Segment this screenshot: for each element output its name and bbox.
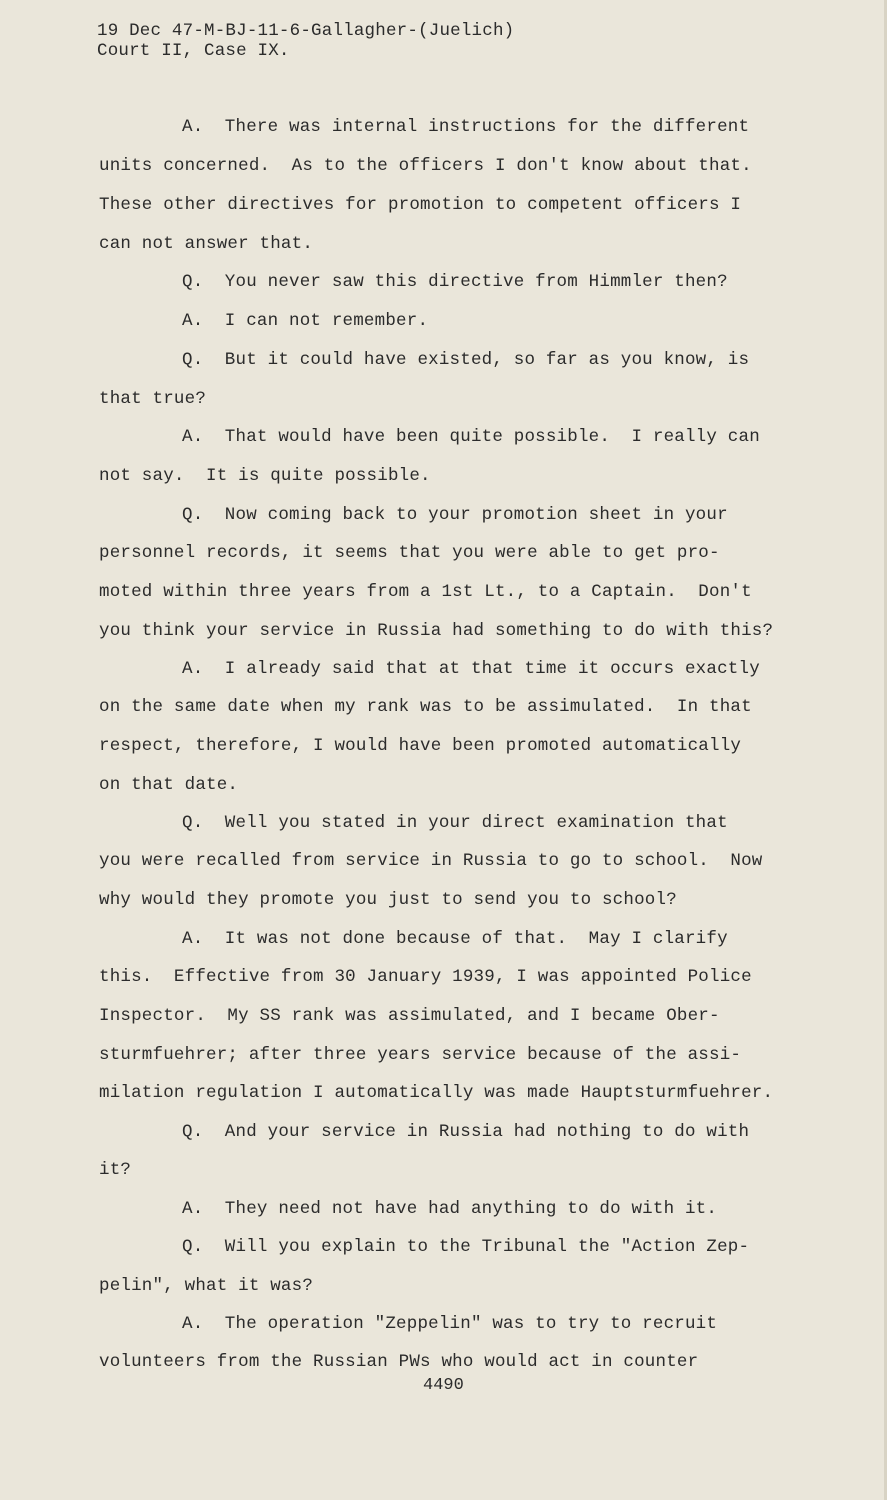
text-line: These other directives for promotion to competent officers I — [99, 195, 742, 215]
text-line: personnel records, it seems that you were able to get pro- — [99, 543, 720, 563]
answer-line: A. I can not remember. — [182, 311, 429, 331]
question-line: Q. You never saw this directive from Himmler then? — [182, 272, 728, 292]
text-line: this. Effective from 30 January 1939, I was appointed Police — [99, 967, 752, 987]
text-line: respect, therefore, I would have been promoted automatically — [99, 736, 742, 756]
text-line: units concerned. As to the officers I don't know about that. — [99, 156, 752, 176]
question-line: Q. Will you explain to the Tribunal the "Action Zep- — [182, 1237, 750, 1257]
answer-line: A. There was internal instructions for the different — [182, 117, 750, 137]
header-line-1: 19 Dec 47-M-BJ-11-6-Gallagher-(Juelich) — [97, 21, 515, 41]
text-line: pelin", what it was? — [99, 1276, 314, 1296]
text-line: on that date. — [99, 775, 239, 795]
text-line: milation regulation I automatically was made Hauptsturmfuehrer. — [99, 1083, 774, 1103]
text-line: why would they promote you just to send you to school? — [99, 890, 677, 910]
text-line: can not answer that. — [99, 234, 314, 254]
text-line: you were recalled from service in Russia to go to school. Now — [99, 851, 763, 871]
question-line: Q. But it could have existed, so far as you know, is — [182, 350, 750, 370]
text-line: volunteers from the Russian PWs who would act in counter — [99, 1352, 699, 1372]
answer-line: A. I already said that at that time it occurs exactly — [182, 659, 760, 679]
text-line: sturmfuehrer; after three years service because of the assi- — [99, 1045, 742, 1065]
answer-line: A. That would have been quite possible. I really can — [182, 427, 760, 447]
page-number: 4490 — [423, 1376, 464, 1395]
question-line: Q. Well you stated in your direct examination that — [182, 813, 728, 833]
answer-line: A. The operation "Zeppelin" was to try to recruit — [182, 1314, 718, 1334]
question-line: Q. And your service in Russia had nothing to do with — [182, 1122, 750, 1142]
text-line: on the same date when my rank was to be assimulated. In that — [99, 697, 752, 717]
text-line: you think your service in Russia had something to do with this? — [99, 621, 774, 641]
answer-line: A. They need not have had anything to do with it. — [182, 1199, 718, 1219]
question-line: Q. Now coming back to your promotion sheet in your — [182, 505, 728, 525]
text-line: Inspector. My SS rank was assimulated, and I became Ober- — [99, 1006, 720, 1026]
header-line-2: Court II, Case IX. — [97, 41, 290, 61]
answer-line: A. It was not done because of that. May I clarify — [182, 929, 728, 949]
text-line: moted within three years from a 1st Lt., to a Captain. Don't — [99, 582, 752, 602]
text-line: that true? — [99, 389, 207, 409]
text-line: not say. It is quite possible. — [99, 466, 431, 486]
text-line: it? — [99, 1160, 132, 1180]
